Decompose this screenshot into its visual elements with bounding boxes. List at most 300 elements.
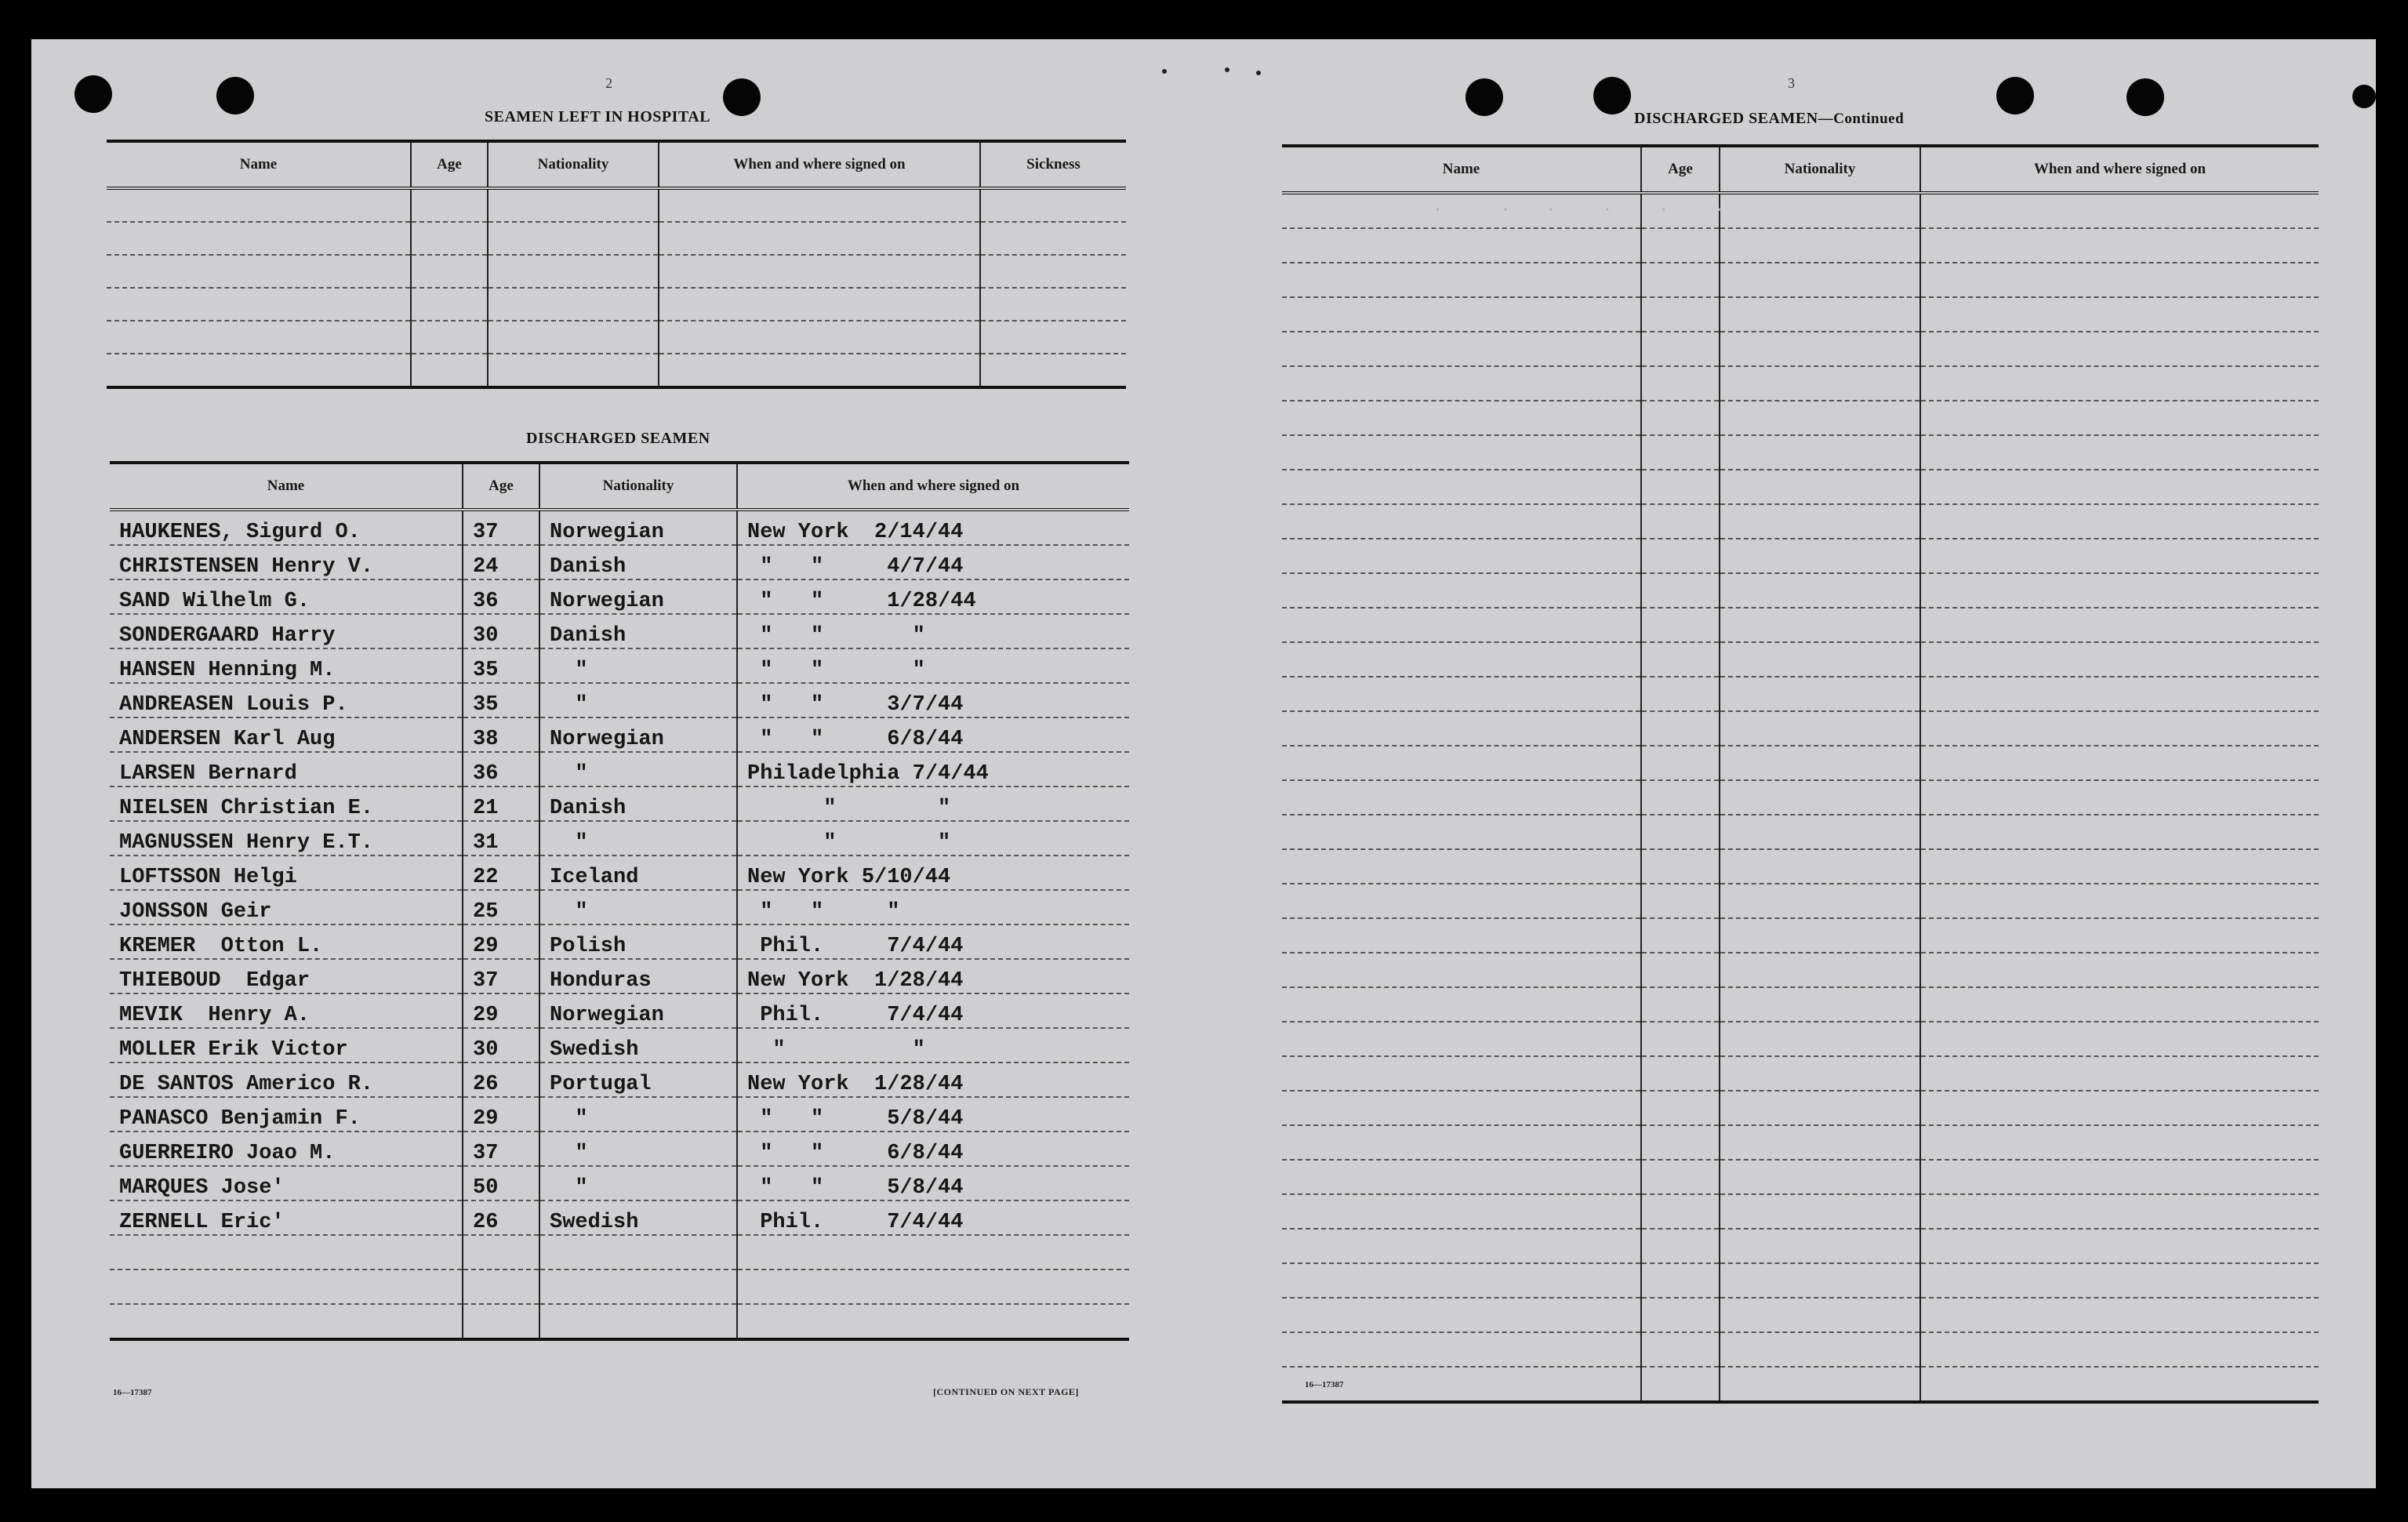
table-cell: ANDERSEN Karl Aug (110, 717, 463, 752)
table-cell (1282, 539, 1641, 573)
table-cell (107, 222, 411, 255)
table-cell: LARSEN Bernard (110, 752, 463, 786)
table-row (1282, 918, 2319, 953)
table-row (1282, 1332, 2319, 1367)
table-cell: " " 4/7/44 (737, 545, 1129, 579)
table-cell (411, 222, 488, 255)
table-cell (411, 321, 488, 354)
table-cell (1282, 1229, 1641, 1263)
table-cell (1720, 1367, 1920, 1402)
table-row (110, 1235, 1129, 1270)
table-cell (1641, 1194, 1720, 1229)
title-suffix: —Continued (1818, 111, 1905, 127)
table-cell (1641, 504, 1720, 539)
punch-hole (723, 78, 761, 116)
table-cell (1920, 608, 2319, 642)
table-cell: DE SANTOS Americo R. (110, 1062, 463, 1097)
table-cell (1641, 1022, 1720, 1056)
hospital-section-title: SEAMEN LEFT IN HOSPITAL (485, 108, 711, 125)
table-cell (1282, 1125, 1641, 1160)
table-cell (1641, 1367, 1720, 1402)
table-cell (1641, 573, 1720, 608)
table-row (107, 255, 1126, 288)
table-cell (1720, 918, 1920, 953)
column-header: When and where signed on (1920, 146, 2319, 193)
table-cell: Phil. 7/4/44 (737, 993, 1129, 1028)
table-cell (107, 288, 411, 321)
table-cell: GUERREIRO Joao M. (110, 1132, 463, 1166)
table-cell (1920, 366, 2319, 401)
table-cell (1641, 1091, 1720, 1125)
table-cell (1920, 987, 2319, 1022)
table-cell (1720, 1229, 1920, 1263)
table-row (110, 1028, 1129, 1062)
table-row (110, 1166, 1129, 1201)
table-cell (107, 188, 411, 222)
table-cell (463, 1235, 539, 1270)
table-row (1282, 884, 2319, 918)
table-row (110, 510, 1129, 545)
document-sheet (31, 39, 2376, 1488)
table-cell (1282, 228, 1641, 263)
table-cell: Danish (539, 545, 737, 579)
table-cell: 37 (463, 510, 539, 545)
table-cell (980, 354, 1126, 387)
table-cell: Norwegian (539, 717, 737, 752)
table-cell (1720, 297, 1920, 332)
table-cell (1920, 884, 2319, 918)
table-row (110, 786, 1129, 821)
table-row (1282, 435, 2319, 470)
table-cell (411, 354, 488, 387)
table-row (110, 1201, 1129, 1235)
discharged-continued-title (1634, 110, 1904, 128)
table-cell: 26 (463, 1201, 539, 1235)
table-cell (1920, 401, 2319, 435)
table-cell (737, 1304, 1129, 1339)
table-cell (1720, 711, 1920, 746)
table-cell (1641, 780, 1720, 815)
table-cell: Swedish (539, 1201, 737, 1235)
table-row (1282, 1091, 2319, 1125)
table-row (110, 545, 1129, 579)
table-row (107, 321, 1126, 354)
table-cell: HANSEN Henning M. (110, 648, 463, 683)
table-cell (1641, 470, 1720, 504)
table-cell (1282, 1160, 1641, 1194)
table-cell: " " 6/8/44 (737, 1132, 1129, 1166)
table-cell: 31 (463, 821, 539, 855)
table-cell: " " (737, 786, 1129, 821)
table-cell (1920, 642, 2319, 677)
table-cell: 30 (463, 614, 539, 648)
table-cell (539, 1304, 737, 1339)
table-cell (1282, 815, 1641, 849)
table-cell (1920, 677, 2319, 711)
table-cell: 50 (463, 1166, 539, 1201)
table-row (110, 1062, 1129, 1097)
table-cell (1282, 263, 1641, 297)
table-cell (1641, 642, 1720, 677)
table-cell (659, 321, 980, 354)
table-cell: Polish (539, 924, 737, 959)
table-cell: HAUKENES, Sigurd O. (110, 510, 463, 545)
table-row (1282, 401, 2319, 435)
table-cell: New York 1/28/44 (737, 1062, 1129, 1097)
table-cell (659, 222, 980, 255)
table-cell (1282, 470, 1641, 504)
table-cell (1720, 677, 1920, 711)
table-cell (1641, 1229, 1720, 1263)
table-cell: SAND Wilhelm G. (110, 579, 463, 614)
table-cell: " " " (737, 614, 1129, 648)
table-cell: Iceland (539, 855, 737, 890)
table-row (1282, 1194, 2319, 1229)
table-cell (110, 1235, 463, 1270)
column-header: Name (110, 463, 463, 510)
table-cell (1282, 746, 1641, 780)
table-cell (488, 222, 659, 255)
table-cell (1282, 918, 1641, 953)
bleed-through-text: . . . . . . (1364, 196, 1726, 217)
table-cell (1282, 780, 1641, 815)
ink-speck (1225, 67, 1229, 72)
table-cell (1641, 366, 1720, 401)
table-cell: 29 (463, 1097, 539, 1132)
table-cell: " (539, 648, 737, 683)
table-cell (1920, 953, 2319, 987)
table-cell (411, 188, 488, 222)
table-cell (1641, 228, 1720, 263)
table-cell (1641, 1160, 1720, 1194)
table-cell (1282, 953, 1641, 987)
table-cell: New York 5/10/44 (737, 855, 1129, 890)
table-cell: Norwegian (539, 510, 737, 545)
table-cell (1720, 1160, 1920, 1194)
table-row (110, 1304, 1129, 1339)
table-cell: ZERNELL Eric' (110, 1201, 463, 1235)
table-cell: 36 (463, 752, 539, 786)
table-cell (1720, 746, 1920, 780)
table-cell: 38 (463, 717, 539, 752)
table-cell: JONSSON Geir (110, 890, 463, 924)
table-cell: " (539, 890, 737, 924)
table-cell (1920, 1091, 2319, 1125)
table-cell (1641, 1056, 1720, 1091)
table-row (110, 959, 1129, 993)
table-cell: " " 5/8/44 (737, 1097, 1129, 1132)
table-cell (1920, 228, 2319, 263)
table-cell (1282, 1263, 1641, 1298)
table-cell (1720, 470, 1920, 504)
table-cell (1920, 1022, 2319, 1056)
table-cell (1641, 1263, 1720, 1298)
table-cell (1282, 677, 1641, 711)
table-cell (1920, 1125, 2319, 1160)
continued-note: [CONTINUED ON NEXT PAGE] (933, 1386, 1079, 1397)
discharged-section-title: DISCHARGED SEAMEN (526, 430, 710, 447)
table-cell: " " 6/8/44 (737, 717, 1129, 752)
table-cell (1641, 1125, 1720, 1160)
table-row (1282, 573, 2319, 608)
table-cell (1720, 539, 1920, 573)
table-cell: " (539, 752, 737, 786)
table-cell: " " (737, 1028, 1129, 1062)
column-header: Name (1282, 146, 1641, 193)
table-cell (1282, 1022, 1641, 1056)
table-cell: Honduras (539, 959, 737, 993)
table-cell (1720, 263, 1920, 297)
table-cell: " " (737, 821, 1129, 855)
table-row (1282, 297, 2319, 332)
table-cell: Norwegian (539, 579, 737, 614)
table-cell (1720, 573, 1920, 608)
table-row (1282, 608, 2319, 642)
table-cell: 26 (463, 1062, 539, 1097)
table-cell: Phil. 7/4/44 (737, 1201, 1129, 1235)
table-cell (1720, 1332, 1920, 1367)
table-cell: MOLLER Erik Victor (110, 1028, 463, 1062)
table-cell (1282, 608, 1641, 642)
table-row (1282, 1229, 2319, 1263)
table-row (1282, 539, 2319, 573)
table-row (110, 993, 1129, 1028)
hospital-table (107, 140, 1126, 389)
table-cell (1641, 401, 1720, 435)
table-cell (1282, 711, 1641, 746)
table-cell (110, 1304, 463, 1339)
column-header: Age (411, 141, 488, 188)
table-cell (539, 1235, 737, 1270)
table-row (1282, 366, 2319, 401)
table-cell (1920, 1160, 2319, 1194)
table-row (110, 648, 1129, 683)
punch-hole (1466, 78, 1503, 116)
table-cell: " (539, 1097, 737, 1132)
table-cell: 25 (463, 890, 539, 924)
table-cell (1641, 297, 1720, 332)
table-cell (1920, 470, 2319, 504)
punch-hole (1593, 77, 1631, 114)
table-row (110, 614, 1129, 648)
table-cell (1920, 573, 2319, 608)
table-cell: Danish (539, 786, 737, 821)
table-cell (1920, 1367, 2319, 1402)
table-cell (1720, 193, 1920, 228)
table-row (1282, 1022, 2319, 1056)
table-cell (1920, 332, 2319, 366)
table-row (1282, 780, 2319, 815)
table-row (1282, 849, 2319, 884)
table-cell (1720, 780, 1920, 815)
table-row (1282, 746, 2319, 780)
table-cell: 29 (463, 993, 539, 1028)
table-cell (107, 354, 411, 387)
table-cell (1282, 573, 1641, 608)
table-cell (1720, 953, 1920, 987)
table-cell (1282, 884, 1641, 918)
table-cell: " " " (737, 890, 1129, 924)
punch-hole (2352, 85, 2376, 108)
table-cell: New York 2/14/44 (737, 510, 1129, 545)
table-cell (539, 1270, 737, 1304)
table-cell (1720, 435, 1920, 470)
table-cell: " " 3/7/44 (737, 683, 1129, 717)
table-cell (1641, 711, 1720, 746)
table-cell (1720, 1125, 1920, 1160)
table-row (1282, 987, 2319, 1022)
table-cell (1641, 987, 1720, 1022)
table-cell (659, 354, 980, 387)
discharged-table (110, 461, 1129, 1341)
table-cell: " (539, 1166, 737, 1201)
table-cell: CHRISTENSEN Henry V. (110, 545, 463, 579)
table-cell: 30 (463, 1028, 539, 1062)
table-cell (1641, 332, 1720, 366)
table-cell: MAGNUSSEN Henry E.T. (110, 821, 463, 855)
table-cell (488, 288, 659, 321)
table-row (110, 1270, 1129, 1304)
table-cell (1282, 987, 1641, 1022)
table-cell (1282, 297, 1641, 332)
table-cell (110, 1270, 463, 1304)
table-row (1282, 953, 2319, 987)
table-cell: Philadelphia 7/4/44 (737, 752, 1129, 786)
table-cell: " (539, 1132, 737, 1166)
table-row (110, 890, 1129, 924)
table-cell: " (539, 821, 737, 855)
table-cell (107, 255, 411, 288)
form-number-right: 16—17387 (1305, 1380, 1344, 1389)
table-cell (659, 188, 980, 222)
table-cell (107, 321, 411, 354)
table-cell (1641, 746, 1720, 780)
table-row (110, 1132, 1129, 1166)
table-cell (1920, 297, 2319, 332)
table-row (1282, 1263, 2319, 1298)
table-row (1282, 332, 2319, 366)
table-cell (1641, 918, 1720, 953)
column-header: Age (1641, 146, 1720, 193)
table-cell (1641, 1332, 1720, 1367)
column-header: Sickness (980, 141, 1126, 188)
table-cell (1720, 1091, 1920, 1125)
table-cell: THIEBOUD Edgar (110, 959, 463, 993)
table-cell (488, 321, 659, 354)
table-cell (1282, 849, 1641, 884)
table-row (1282, 228, 2319, 263)
table-cell (1282, 332, 1641, 366)
table-cell: 35 (463, 648, 539, 683)
table-cell (1282, 504, 1641, 539)
table-cell (1920, 1263, 2319, 1298)
table-cell (980, 321, 1126, 354)
table-row (1282, 1298, 2319, 1332)
table-cell (1920, 263, 2319, 297)
table-cell (1282, 1194, 1641, 1229)
table-cell (463, 1270, 539, 1304)
table-row (1282, 1056, 2319, 1091)
table-cell (1920, 711, 2319, 746)
table-cell (1282, 1091, 1641, 1125)
table-row (1282, 1160, 2319, 1194)
table-cell (1282, 401, 1641, 435)
table-cell (737, 1270, 1129, 1304)
table-cell: 22 (463, 855, 539, 890)
discharged-continued-table (1282, 144, 2319, 1404)
table-cell: Portugal (539, 1062, 737, 1097)
column-header: When and where signed on (659, 141, 980, 188)
table-cell: 35 (463, 683, 539, 717)
table-cell: PANASCO Benjamin F. (110, 1097, 463, 1132)
table-cell: " " " (737, 648, 1129, 683)
ink-speck (1162, 69, 1167, 74)
table-cell (737, 1235, 1129, 1270)
table-cell (1720, 815, 1920, 849)
table-cell (1920, 815, 2319, 849)
page-number-right: 3 (1788, 75, 1795, 91)
table-cell (1282, 1298, 1641, 1332)
table-cell: KREMER Otton L. (110, 924, 463, 959)
form-number-left: 16—17387 (113, 1388, 152, 1397)
table-cell (1282, 1332, 1641, 1367)
table-cell (488, 188, 659, 222)
table-cell: MEVIK Henry A. (110, 993, 463, 1028)
table-cell (1720, 332, 1920, 366)
table-cell: New York 1/28/44 (737, 959, 1129, 993)
column-header: Nationality (539, 463, 737, 510)
table-cell (1920, 849, 2319, 884)
table-cell (1720, 401, 1920, 435)
table-cell (1920, 435, 2319, 470)
table-cell (1641, 263, 1720, 297)
table-cell (1720, 1263, 1920, 1298)
table-cell (1641, 849, 1720, 884)
table-cell (1720, 366, 1920, 401)
table-cell (1641, 884, 1720, 918)
table-row (1282, 470, 2319, 504)
table-row (110, 821, 1129, 855)
table-cell (659, 255, 980, 288)
table-cell: " (539, 683, 737, 717)
punch-hole (2127, 78, 2164, 116)
table-row (110, 752, 1129, 786)
page-number-left: 2 (605, 75, 612, 91)
table-cell (1282, 642, 1641, 677)
table-cell (1920, 1298, 2319, 1332)
table-cell: 24 (463, 545, 539, 579)
table-cell (488, 255, 659, 288)
column-header: Nationality (1720, 146, 1920, 193)
column-header: Age (463, 463, 539, 510)
table-cell (1641, 1298, 1720, 1332)
table-row (1282, 504, 2319, 539)
table-row (107, 288, 1126, 321)
table-row (110, 924, 1129, 959)
table-cell (1920, 1332, 2319, 1367)
table-row (107, 354, 1126, 387)
punch-hole (216, 77, 254, 114)
table-cell (1720, 1194, 1920, 1229)
table-cell (411, 288, 488, 321)
table-cell (1720, 504, 1920, 539)
table-row (1282, 1367, 2319, 1402)
table-cell (1920, 746, 2319, 780)
table-cell: Danish (539, 614, 737, 648)
table-cell (1920, 504, 2319, 539)
table-cell (1920, 918, 2319, 953)
table-row (1282, 815, 2319, 849)
